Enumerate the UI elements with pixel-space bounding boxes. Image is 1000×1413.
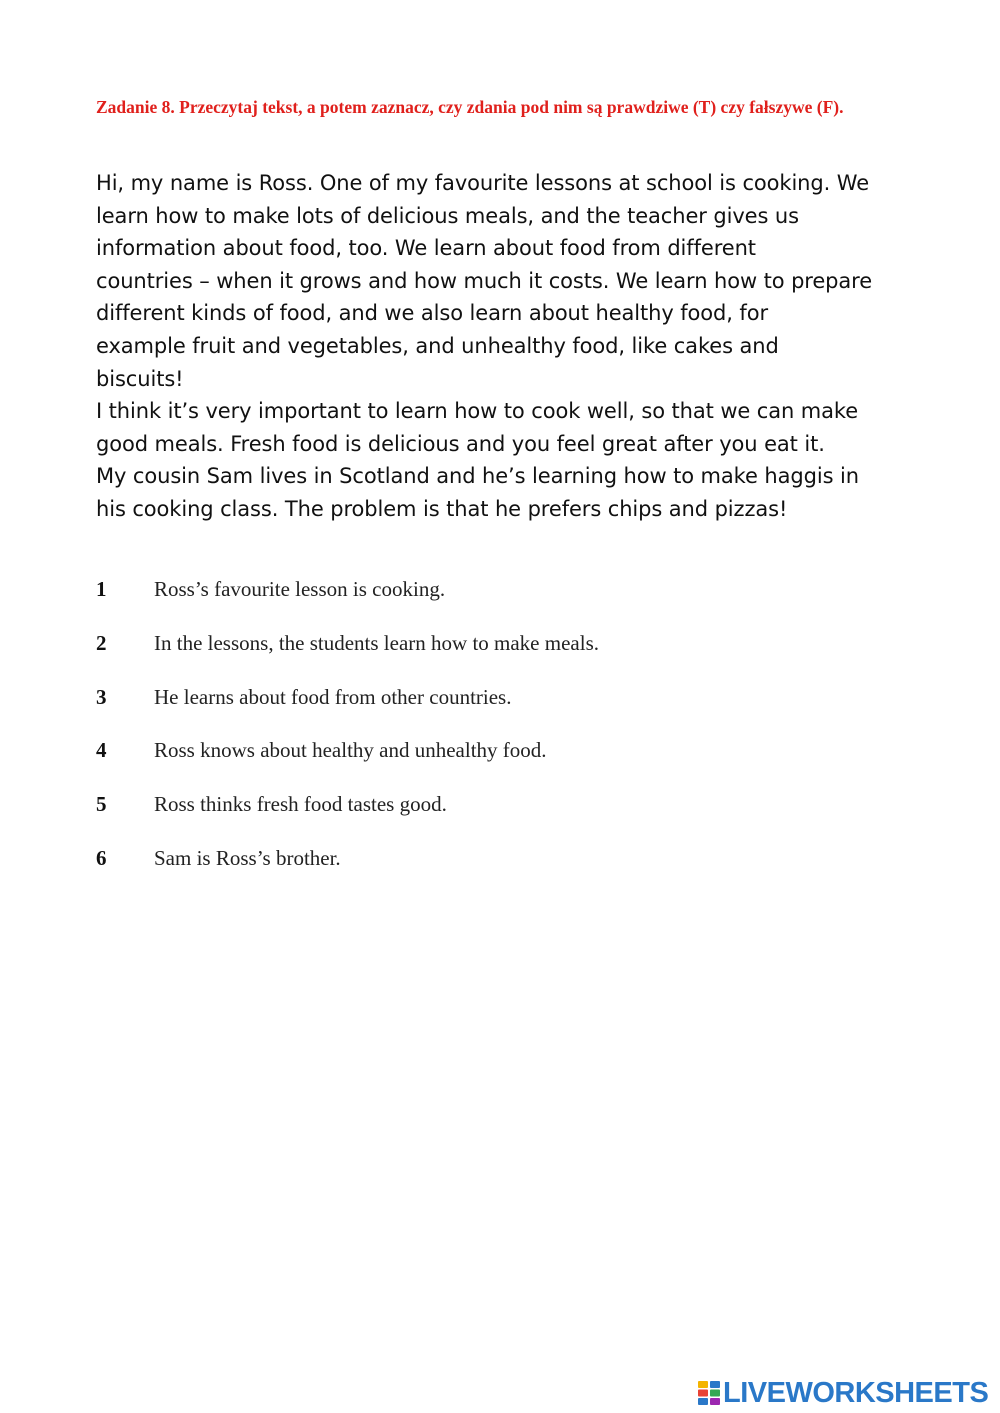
reading-line: biscuits! <box>96 366 184 391</box>
statement-number: 2 <box>96 630 107 655</box>
task-instruction: Zadanie 8. Przeczytaj tekst, a potem zaznacz, czy zdania pod nim są prawdziwe (T) czy fałszywe (F). <box>96 97 844 117</box>
statement-number: 4 <box>96 738 107 763</box>
true-false-statements <box>96 574 896 897</box>
reading-line: I think it’s very important to learn how to cook well, so that we can make <box>96 399 859 424</box>
statement-number: 6 <box>96 845 107 870</box>
statement-item <box>96 682 896 736</box>
statement-text: Ross’s favourite lesson is cooking. <box>154 577 446 601</box>
statement-text: Ross knows about healthy and unhealthy food. <box>154 738 547 763</box>
statement-text: In the lessons, the students learn how to make meals. <box>154 630 599 655</box>
statement-text: Ross thinks fresh food tastes good. <box>154 792 447 817</box>
brand-wordmark: LIVEWORKSHEETS <box>723 1377 989 1409</box>
statement-number: 1 <box>96 577 107 601</box>
reading-line: example fruit and vegetables, and unhealthy food, like cakes and <box>96 333 779 358</box>
statement-text: He learns about food from other countries. <box>154 684 512 709</box>
statement-item <box>96 628 896 682</box>
statement-item <box>96 574 896 628</box>
reading-line: his cooking class. The problem is that he prefers chips and pizzas! <box>96 496 788 521</box>
reading-passage <box>96 167 916 526</box>
reading-line: Hi, my name is Ross. One of my favourite lessons at school is cooking. We <box>96 171 870 195</box>
reading-line: learn how to make lots of delicious meals, and the teacher gives us <box>96 203 799 228</box>
statement-number: 3 <box>96 684 107 709</box>
statement-number: 5 <box>96 792 107 817</box>
statement-text: Sam is Ross’s brother. <box>154 845 341 870</box>
liveworksheets-brand <box>698 1376 988 1410</box>
reading-line: different kinds of food, and we also learn about healthy food, for <box>96 301 769 326</box>
liveworksheets-logo-icon <box>698 1381 720 1405</box>
reading-line: My cousin Sam lives in Scotland and he’s learning how to make haggis in <box>96 464 859 489</box>
statement-item <box>96 789 896 843</box>
statement-item <box>96 843 896 897</box>
reading-line: good meals. Fresh food is delicious and you feel great after you eat it. <box>96 431 825 456</box>
reading-line: countries – when it grows and how much it costs. We learn how to prepare <box>96 268 873 293</box>
statement-item <box>96 735 896 789</box>
reading-line: information about food, too. We learn about food from different <box>96 236 756 261</box>
